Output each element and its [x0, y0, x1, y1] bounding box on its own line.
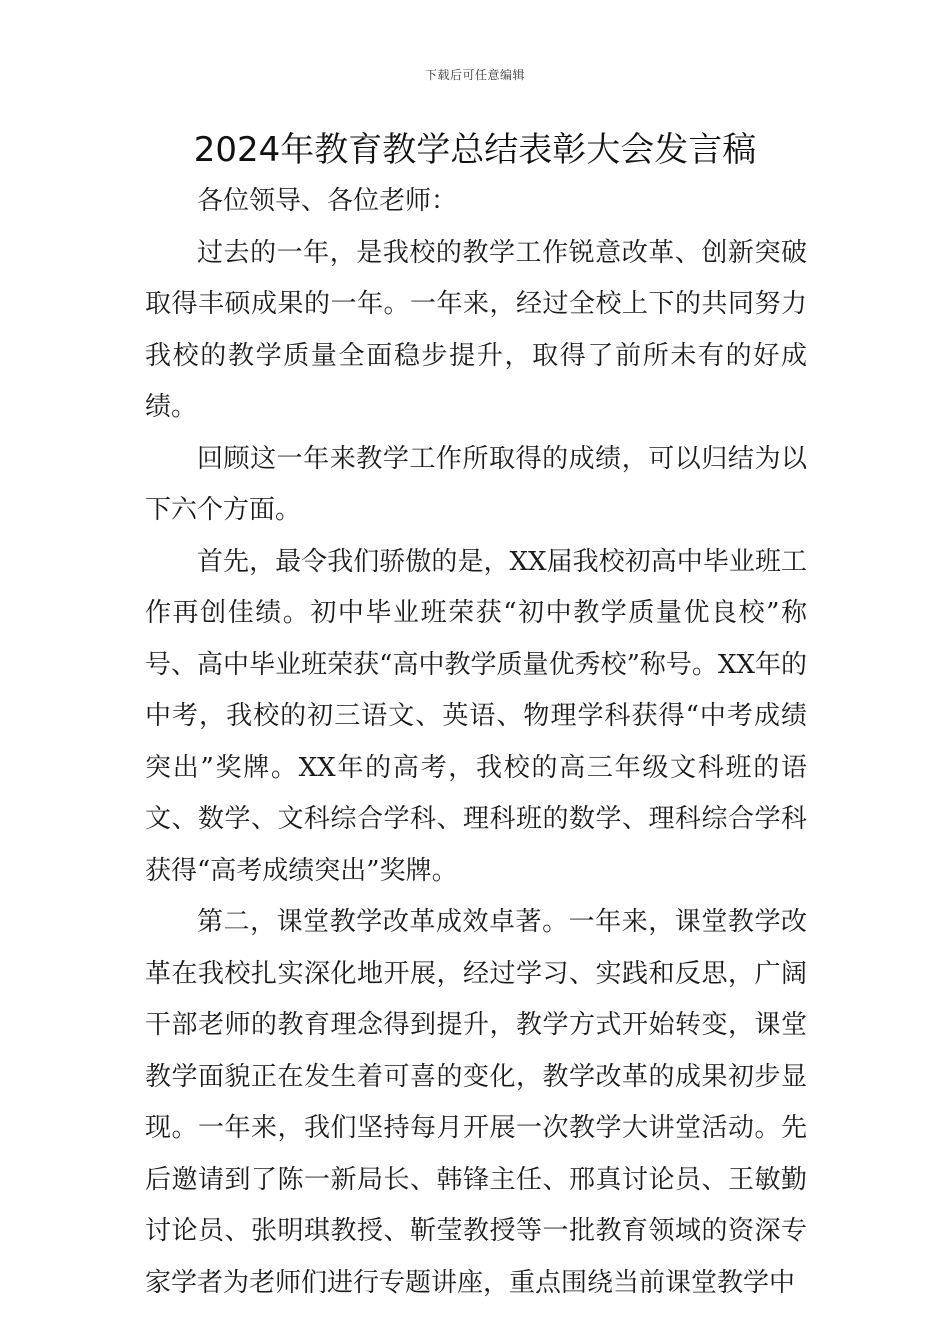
document-body	[145, 176, 807, 1309]
header-note: 下载后可任意编辑	[424, 68, 525, 82]
body-paragraph: 回顾这一年来教学工作所取得的成绩，可以归结为以下六个方面。	[145, 443, 807, 525]
body-paragraph: 首先，最令我们骄傲的是，XX届我校初高中毕业班工作再创佳绩。初中毕业班荣获“初中教学质量优良校”称号、高中毕业班荣获“高中教学质量优秀校”称号。XX年的中考，我校的初三语文、英语、物理学科获得“中考成绩突出”奖牌。XX年的高考，我校的高三年级文科班的语文、数学、文科综合学科、理科班的数学、理科综合学科获得“高考成绩突出”奖牌。	[145, 546, 807, 886]
body-paragraph: 过去的一年，是我校的教学工作锐意改革、创新突破取得丰硕成果的一年。一年来，经过全校上下的共同努力我校的教学质量全面稳步提升，取得了前所未有的好成绩。	[145, 237, 807, 422]
document-title: 2024年教育教学总结表彰大会发言稿	[193, 130, 757, 170]
salutation-paragraph: 各位领导、各位老师：	[197, 186, 458, 216]
body-paragraph: 第二，课堂教学改革成效卓著。一年来，课堂教学改革在我校扎实深化地开展，经过学习、实践和反思，广阔干部老师的教育理念得到提升，教学方式开始转变，课堂教学面貌正在发生着可喜的变化，教学改革的成果初步显现。一年来，我们坚持每月开展一次教学大讲堂活动。先后邀请到了陈一新局长、韩锋主任、邢真讨论员、王敏勤讨论员、张明琪教授、靳莹教授等一批教育领域的资深专家学者为老师们进行专题讲座，重点围绕当前课堂教学中	[145, 907, 807, 1298]
